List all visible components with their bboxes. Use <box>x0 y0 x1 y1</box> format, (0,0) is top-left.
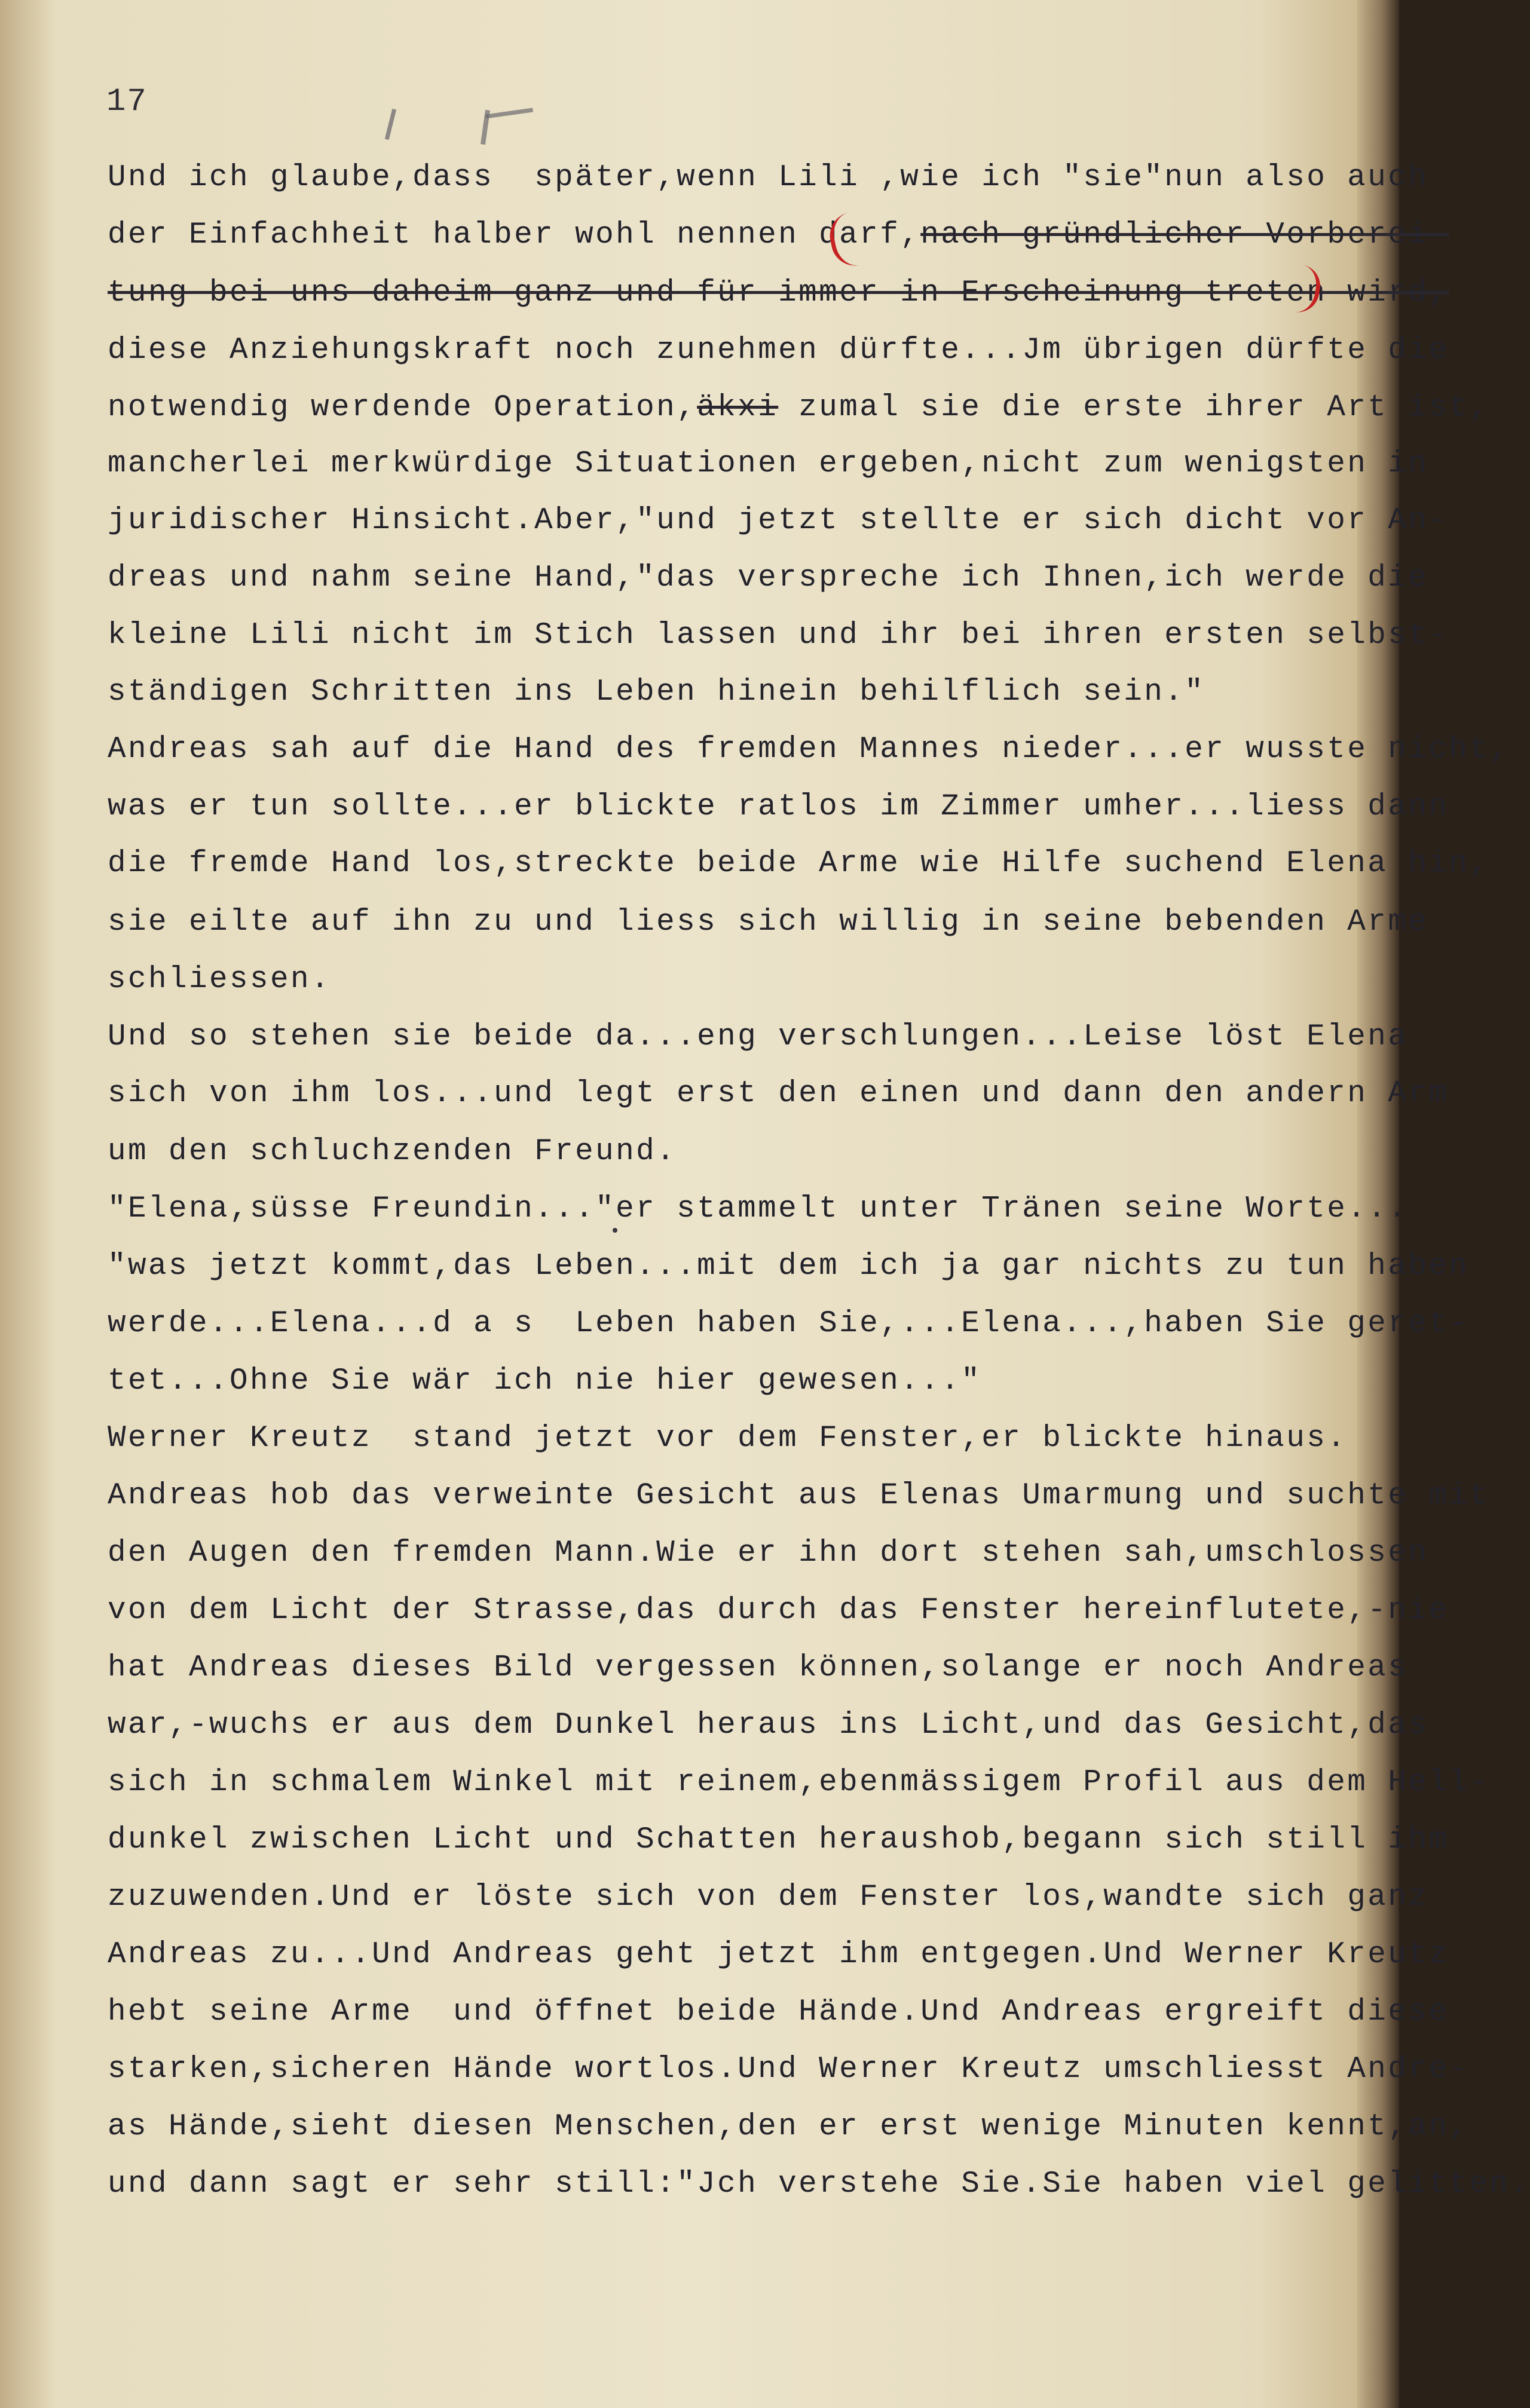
typed-line <box>108 675 1205 710</box>
typed-line <box>108 1306 1469 1342</box>
typed-line <box>108 1995 1449 2030</box>
typed-line <box>108 2109 1469 2145</box>
typed-line-text: schliessen. <box>108 963 332 997</box>
pencil-annotation-mark <box>385 109 396 140</box>
typed-line <box>108 2167 1530 2202</box>
typed-line <box>108 160 1428 196</box>
typed-line-text: Andreas hob das verweinte Gesicht aus Elenas Umarmung und suchte mit <box>108 1479 1490 1513</box>
typed-line <box>108 1191 1408 1227</box>
typed-line <box>108 1650 1408 1686</box>
typed-line-text: werde...Elena...d a s Leben haben Sie,...Elena...,haben Sie geret- <box>108 1307 1470 1341</box>
typed-line-text: notwendig werdende Operation, <box>108 391 697 425</box>
typed-line-text: der Einfachheit halber wohl nennen darf, <box>108 218 921 252</box>
typed-line-text: um den schluchzenden Freund. <box>108 1135 677 1169</box>
typed-line <box>108 1708 1428 1744</box>
typed-line-text: was er tun sollte...er blickte ratlos im Zimmer umher...liess dann <box>108 790 1449 824</box>
typed-line-text: sich von ihm los...und legt erst den einen und dann den andern Arm <box>108 1077 1449 1111</box>
typed-line <box>108 560 1428 596</box>
typed-line <box>108 1536 1428 1571</box>
typed-line-text: den Augen den fremden Mann.Wie er ihn dort stehen sah,umschlossen <box>108 1536 1429 1570</box>
typed-line <box>108 1249 1469 1285</box>
struck-through-text: tung bei uns daheim ganz und für immer in Erscheinung treten wird, <box>108 276 1449 310</box>
typed-line-text: zuzuwenden.Und er löste sich von dem Fenster los,wandte sich ganz <box>108 1880 1429 1914</box>
typed-line-text: war,-wuchs er aus dem Dunkel heraus ins Licht,und das Gesicht,das <box>108 1708 1429 1742</box>
typed-line-text: "Elena,süsse Freundin..."er stammelt unter Tränen seine Worte... <box>108 1192 1409 1226</box>
typed-line <box>108 333 1449 369</box>
typed-line-text: sich in schmalem Winkel mit reinem,ebenmässigem Profil aus dem Hell- <box>108 1766 1490 1800</box>
typed-line-text: Andreas zu...Und Andreas geht jetzt ihm entgegen.Und Werner Kreutz <box>108 1938 1449 1972</box>
page-number: 17 <box>106 84 148 120</box>
typed-line-text: dunkel zwischen Licht und Schatten heraushob,begann sich still ihm <box>108 1823 1449 1857</box>
ink-dot <box>613 1228 617 1233</box>
typed-line <box>108 275 1449 311</box>
typed-line <box>108 217 1449 253</box>
typed-line-text: Werner Kreutz stand jetzt vor dem Fenster,er blickte hinaus. <box>108 1421 1348 1456</box>
typed-line-text: hebt seine Arme und öffnet beide Hände.Und Andreas ergreift diese <box>108 1995 1449 2029</box>
typed-line <box>108 1019 1408 1055</box>
typed-line-text: Andreas sah auf die Hand des fremden Mannes nieder...er wusste nicht, <box>108 733 1510 767</box>
typed-line-text: starken,sicheren Hände wortlos.Und Werner Kreutz umschliesst Andre- <box>108 2052 1470 2087</box>
typed-line <box>108 618 1449 654</box>
typed-line-text: dreas und nahm seine Hand,"das verspreche ich Ihnen,ich werde die <box>108 561 1429 595</box>
typed-line <box>108 1822 1449 1858</box>
typed-line-text: kleine Lili nicht im Stich lassen und ihr bei ihren ersten selbst- <box>108 618 1449 652</box>
typed-line <box>108 1478 1489 1514</box>
typed-line-text: "was jetzt kommt,das Leben...mit dem ich ja gar nichts zu tun haben <box>108 1249 1470 1283</box>
paper-stain <box>0 0 54 2408</box>
typed-line <box>108 446 1428 482</box>
typed-line-text: hat Andreas dieses Bild vergessen können,solange er noch Andreas <box>108 1651 1409 1685</box>
typed-line <box>108 846 1489 882</box>
typed-line <box>108 2052 1469 2088</box>
typed-line <box>108 1765 1489 1801</box>
typed-line-text: ständigen Schritten ins Leben hinein behilflich sein." <box>108 675 1205 709</box>
typed-line <box>108 905 1428 940</box>
typed-line-text: diese Anziehungskraft noch zunehmen dürfte...Jm übrigen dürfte die <box>108 333 1449 367</box>
typed-line <box>108 1421 1347 1457</box>
struck-through-text: äkxi <box>697 391 779 425</box>
typed-line <box>108 503 1449 539</box>
typed-line-text: tet...Ohne Sie wär ich nie hier gewesen..." <box>108 1364 982 1398</box>
typed-line-text: von dem Licht der Strasse,das durch das Fenster hereinflutete,-nie <box>108 1594 1449 1628</box>
pencil-annotation-mark <box>485 108 533 118</box>
typed-line <box>108 1937 1449 1973</box>
typed-line-text: as Hände,sieht diesen Menschen,den er erst wenige Minuten kennt,an, <box>108 2110 1470 2144</box>
typed-line-text: Und ich glaube,dass später,wenn Lili ,wie ich "sie"nun also auch <box>108 161 1429 195</box>
typed-line <box>108 1076 1449 1112</box>
typed-line-text: sie eilte auf ihn zu und liess sich willig in seine bebenden Arme <box>108 905 1429 939</box>
typed-line <box>108 1593 1449 1629</box>
typed-line <box>108 962 331 998</box>
typed-line <box>108 1880 1428 1916</box>
typed-line-text: die fremde Hand los,streckte beide Arme wie Hilfe suchend Elena hin, <box>108 847 1490 881</box>
typed-line-text: und dann sagt er sehr still:"Jch verstehe Sie.Sie haben viel gelitten. <box>108 2167 1530 2201</box>
typed-line-text: mancherlei merkwürdige Situationen ergeben,nicht zum wenigsten in <box>108 447 1429 481</box>
struck-through-text: nach gründlicher Vorberei- <box>920 218 1449 252</box>
typed-line <box>108 789 1449 825</box>
typed-line <box>108 1364 981 1399</box>
typed-line <box>108 732 1510 768</box>
typed-line <box>108 390 1489 426</box>
typed-line-text: Und so stehen sie beide da...eng verschlungen...Leise löst Elena <box>108 1020 1409 1054</box>
typed-line-text: juridischer Hinsicht.Aber,"und jetzt stellte er sich dicht vor An- <box>108 504 1449 538</box>
typed-line-text-continued: zumal sie die erste ihrer Art ist, <box>778 391 1490 425</box>
typed-line <box>108 1134 677 1170</box>
